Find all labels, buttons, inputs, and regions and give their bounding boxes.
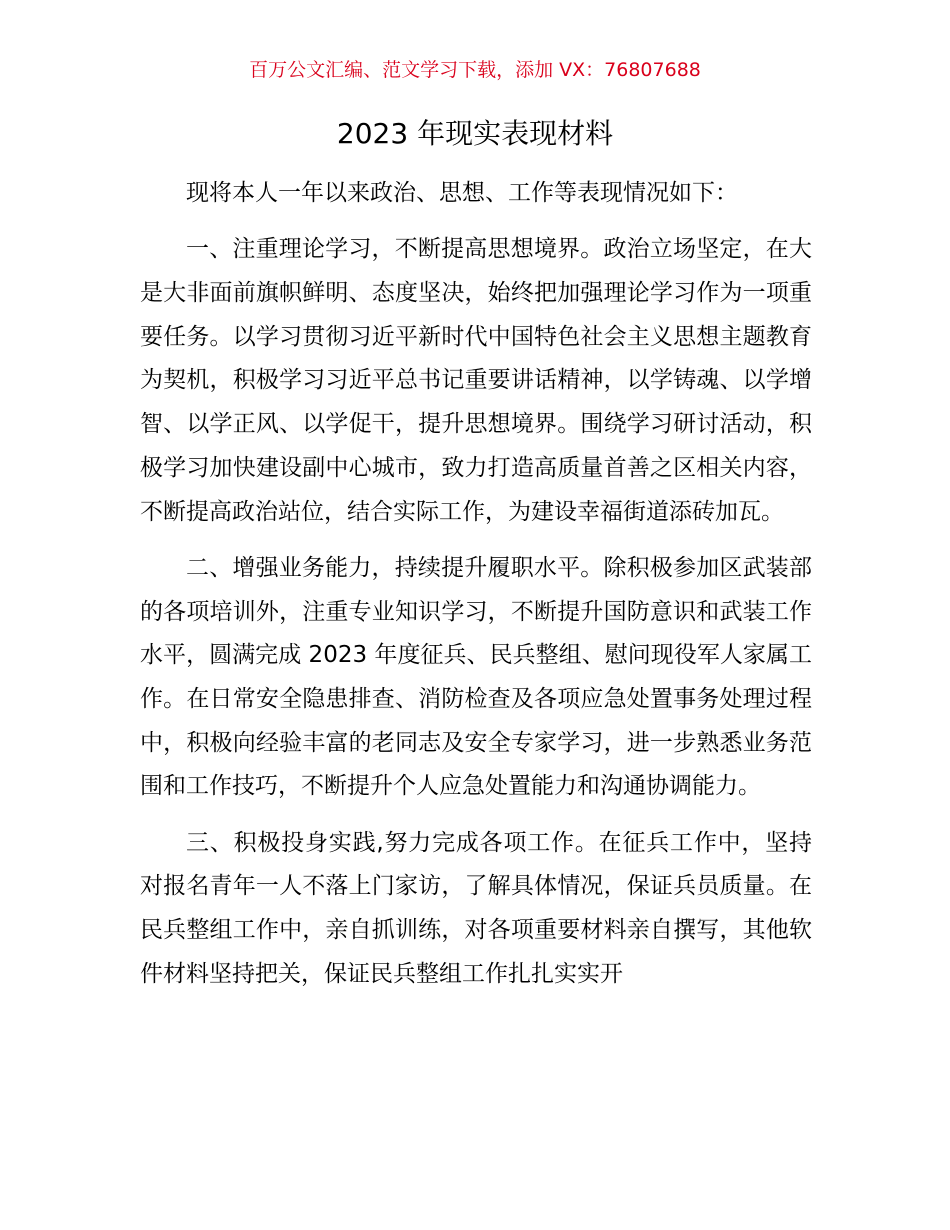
section-2-paragraph: 二、增强业务能力，持续提升履职水平。除积极参加区武装部的各项培训外，注重专业知识学习，不断提升国防意识和武装工作水平，圆满完成 2023 年度征兵、民兵整组、慰问现役军人家属工作。在日常安全隐患排查、消防检查及各项应急处置事务处理过程中，积极向经验丰富的老同志及安全专家学习，进一步熟悉业务范围和工作技巧，不断提升个人应急处置能力和沟通协调能力。 — [140, 554, 812, 800]
watermark-header: 百万公文汇编、范文学习下载，添加 VX：76807688 — [249, 59, 701, 81]
section-1-paragraph: 一、注重理论学习，不断提高思想境界。政治立场坚定，在大是大非面前旗帜鲜明、态度坚决，始终把加强理论学习作为一项重要任务。以学习贯彻习近平新时代中国特色社会主义思想主题教育为契机，积极学习习近平总书记重要讲话精神，以学铸魂、以学增智、以学正风、以学促干，提升思想境界。围绕学习研讨活动，积极学习加快建设副中心城市，致力打造高质量首善之区相关内容，不断提高政治站位，结合实际工作，为建设幸福街道添砖加瓦。 — [140, 236, 812, 525]
intro-paragraph: 现将本人一年以来政治、思想、工作等表现情况如下： — [186, 180, 738, 206]
section-3-paragraph: 三、积极投身实践,努力完成各项工作。在征兵工作中，坚持对报名青年一人不落上门家访，了解具体情况，保证兵员质量。在民兵整组工作中，亲自抓训练，对各项重要材料亲自撰写，其他软件材料坚持把关，保证民兵整组工作扎扎实实开 — [140, 829, 812, 987]
document-body — [140, 172, 812, 1009]
document-title: 2023 年现实表现材料 — [336, 117, 614, 150]
